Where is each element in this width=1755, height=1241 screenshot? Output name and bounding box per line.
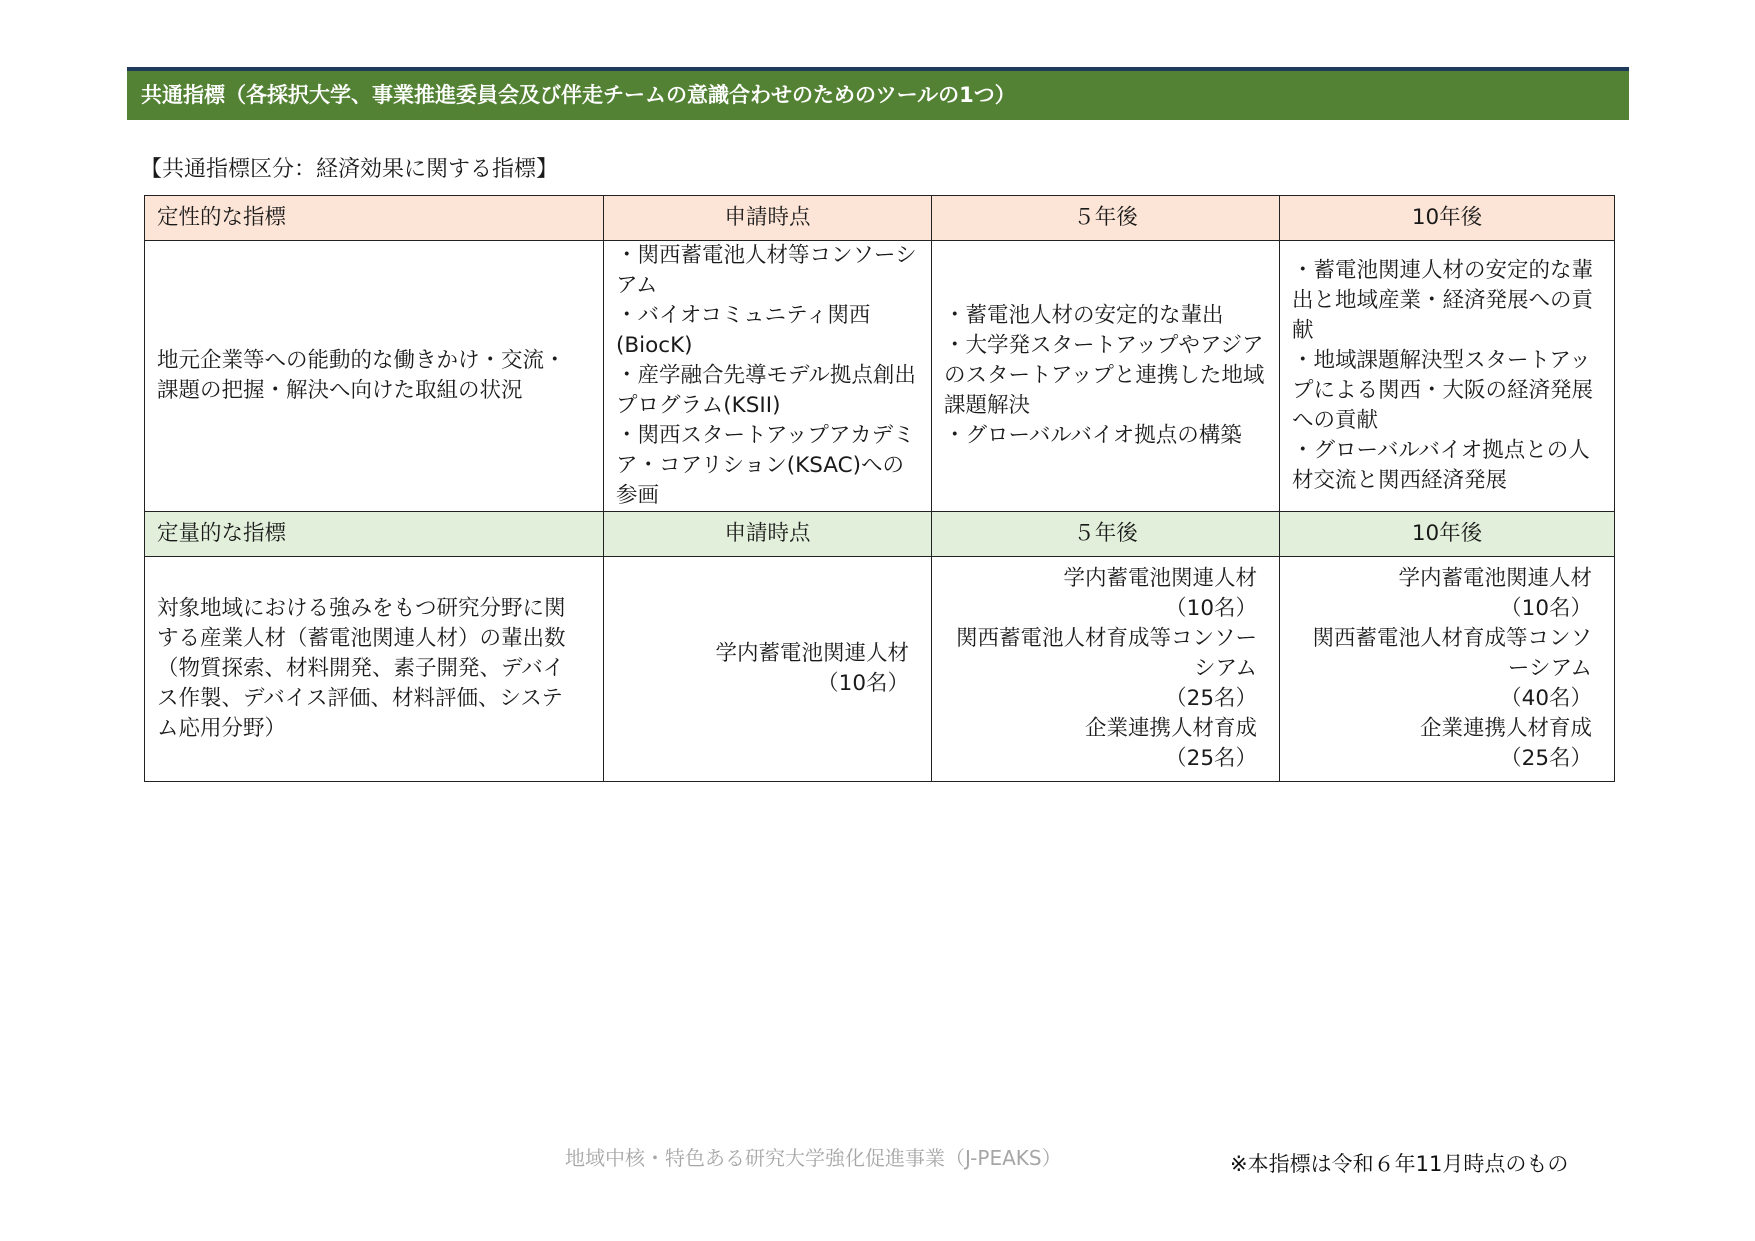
quantitative-header-row <box>145 512 1615 557</box>
indicator-table <box>144 195 1615 782</box>
quantitative-year10-cell: 学内蓄電池関連人材 （10名） 関西蓄電池人材育成等コンソーシアム （40名） 企業連携人材育成 （25名） <box>1280 557 1615 782</box>
qualitative-header-year5: ５年後 <box>932 196 1280 241</box>
quantitative-indicator-cell: 対象地域における強みをもつ研究分野に関する産業人材（蓄電池関連人材）の輩出数（物質探索、材料開発、素子開発、デバイス作製、デバイス評価、材料評価、システム応用分野） <box>145 557 604 782</box>
qualitative-year10-cell: ・蓄電池関連人材の安定的な輩出と地域産業・経済発展への貢献 ・地域課題解決型スタートアップによる関西・大阪の経済発展への貢献 ・グローバルバイオ拠点との人材交流と関西経済発展 <box>1280 241 1615 512</box>
qualitative-header-application: 申請時点 <box>604 196 932 241</box>
quantitative-header-year10: 10年後 <box>1280 512 1615 557</box>
quantitative-application-cell: 学内蓄電池関連人材 （10名） <box>604 557 932 782</box>
page-title-banner: 共通指標（各採択大学、事業推進委員会及び伴走チームの意識合わせのためのツールの1つ） <box>127 71 1629 120</box>
program-name-footer: 地域中核・特色ある研究大学強化促進事業（J-PEAKS） <box>565 1146 1062 1170</box>
qualitative-row <box>145 241 1615 512</box>
qualitative-year5-cell: ・蓄電池人材の安定的な輩出 ・大学発スタートアップやアジアのスタートアップと連携した地域課題解決 ・グローバルバイオ拠点の構築 <box>932 241 1280 512</box>
date-note-footer: ※本指標は令和６年11月時点のもの <box>1230 1152 1569 1176</box>
quantitative-header-year5: ５年後 <box>932 512 1280 557</box>
quantitative-row <box>145 557 1615 782</box>
quantitative-header-label: 定量的な指標 <box>145 512 604 557</box>
qualitative-header-year10: 10年後 <box>1280 196 1615 241</box>
qualitative-header-row <box>145 196 1615 241</box>
section-label: 【共通指標区分：経済効果に関する指標】 <box>140 157 559 182</box>
quantitative-header-application: 申請時点 <box>604 512 932 557</box>
quantitative-year5-cell: 学内蓄電池関連人材 （10名） 関西蓄電池人材育成等コンソーシアム （25名） 企業連携人材育成 （25名） <box>932 557 1280 782</box>
qualitative-indicator-cell: 地元企業等への能動的な働きかけ・交流・課題の把握・解決へ向けた取組の状況 <box>145 241 604 512</box>
qualitative-header-label: 定性的な指標 <box>145 196 604 241</box>
qualitative-application-cell: ・関西蓄電池人材等コンソーシアム ・バイオコミュニティ関西(BiocK) ・産学融合先導モデル拠点創出プログラム(KSII) ・関西スタートアップアカデミア・コアリション(KSAC)への参画 <box>604 241 932 512</box>
